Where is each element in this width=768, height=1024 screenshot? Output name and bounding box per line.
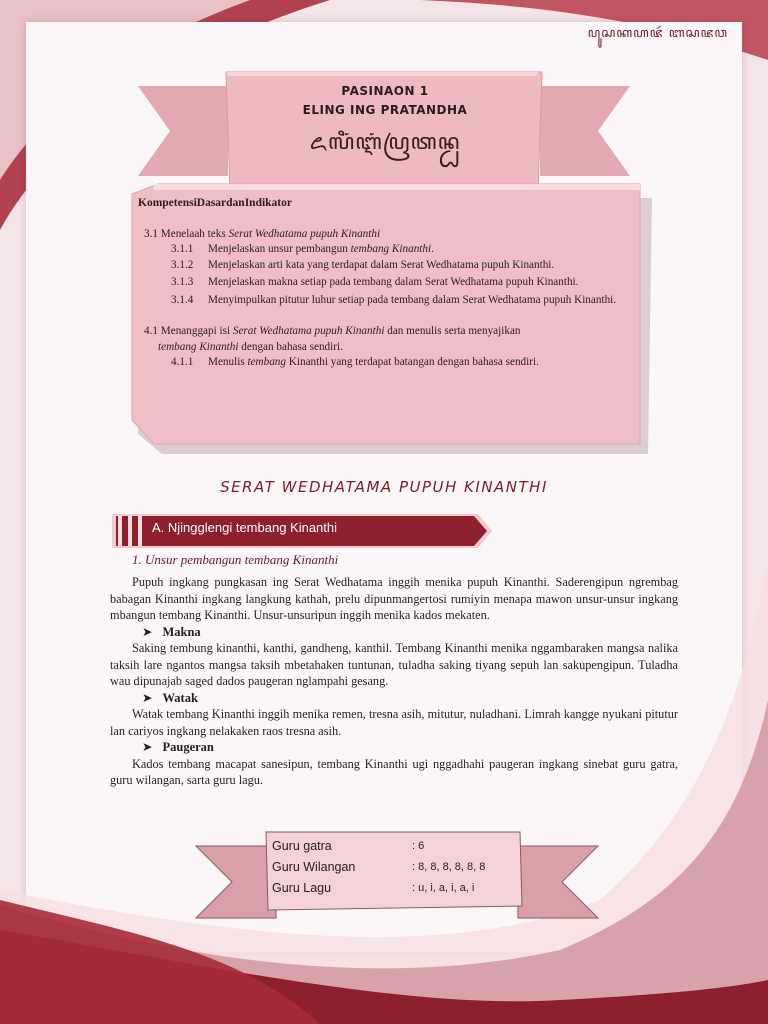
intro-paragraph: Pupuh ingkang pungkasan ing Serat Wedhatama inggih menika pupuh Kinanthi. Saderengipun ngrembag babagan Kinanthi ingkang langkung kathah, prelu dipunmangertosi rumiyin menapa mawon unsur-unsur ingkang mbangun tembang Kinanthi. Unsur-unsuripun inggih menika kados mekaten. [110,575,678,622]
lesson-title: ELING ING PRATANDHA [302,103,468,117]
watak-heading: ➤ Watak [142,689,198,705]
section-title: SERAT WEDHATAMA PUPUH KINANTHI [220,478,548,496]
guru-row: Guru Lagu : u, i, a, i, a, i [272,881,475,895]
kd-item-3-1-3: 3.1.3 Menjelaskan makna setiap pada tembang dalam Serat Wedhatama pupuh Kinanthi. [171,276,579,288]
kd-item-4-1: 4.1 Menanggapi isi Serat Wedhatama pupuh Kinanthi dan menulis serta menyajikan tembang Kinanthi dengan bahasa sendiri. [144,325,521,353]
kd-item-3-1-4: 3.1.4 Menyimpulkan pitutur luhur setiap pada tembang dalam Serat Wedhatama pupuh Kinanthi. [171,293,617,306]
arrow-icon: ➤ [142,689,153,705]
kd-item-3-1: 3.1 Menelaah teks Serat Wedhatama pupuh Kinanthi [144,227,381,240]
paugeran-paragraph: Kados tembang macapat sanesipun, tembang Kinanthi ugi nggadhahi paugeran ingkang sinebat guru gatra, guru wilangan, sarta guru lagu. [110,756,678,787]
kd-item-3-1-2: 3.1.2 Menjelaskan arti kata yang terdapat dalam Serat Wedhatama pupuh Kinanthi. [171,258,555,271]
kd-heading: KompetensiDasardanIndikator [138,197,292,209]
makna-heading: ➤ Makna [142,623,201,639]
paugeran-heading: ➤ Paugeran [142,739,214,754]
kd-item-4-1-1: 4.1.1 Menulis tembang Kinanthi yang terdapat batangan dengan bahasa sendiri. [171,356,539,368]
lesson-title-javanese: ꦌꦭꦶꦁꦆꦁꦥꦿꦠꦤ꧀ꦝ [309,130,461,155]
arrow-icon: ➤ [142,623,153,639]
guru-table [272,836,522,899]
guru-row: Guru gatra : 6 [272,839,425,853]
section-band-label: A. Njingglengi tembang Kinanthi [152,520,338,535]
lesson-number: PASINAON 1 [341,84,429,98]
watak-paragraph: Watak tembang Kinanthi inggih menika remen, tresna asih, mitutur, nuladhani. Limrah kangge nyukani pitutur lan cariyos ingkang nelakaken raos tresna asih. [110,707,678,738]
makna-paragraph: Saking tembung kinanthi, kanthi, gandheng, kanthil. Tembang Kinanthi menika nggambaraken mangsa nalika taksih lare ngantos mangsa taksih mbetahaken tuntunan, tuladha saking tiyang sepuh lan sakupengipun. Tuladha wau dipunajab saged dados paugeran nglampahi gesang. [110,641,678,688]
arrow-icon: ➤ [142,739,153,754]
header-javanese-text: ꦥꦸꦱꦏꦲꦗꦂ ꦧꦱꦗꦮ [587,26,728,41]
guru-row: Guru Wilangan : 8, 8, 8, 8, 8, 8 [272,860,486,874]
kd-item-3-1-1: 3.1.1 Menjelaskan unsur pembangun tembang Kinanthi. [171,243,434,255]
subheading: 1. Unsur pembangun tembang Kinanthi [132,552,339,567]
